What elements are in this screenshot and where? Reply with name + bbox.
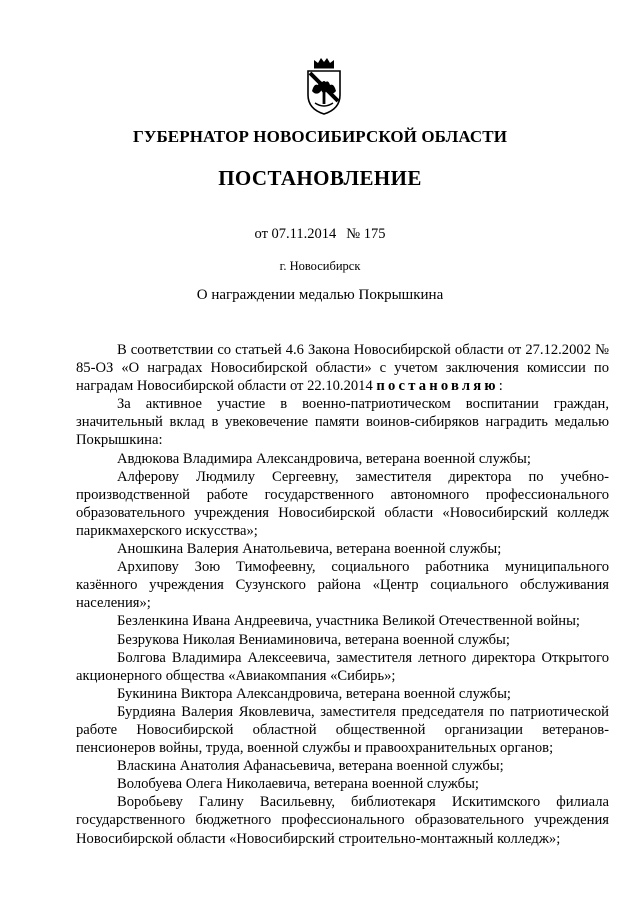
recipient-item: Авдюкова Владимира Александровича, ветерана военной службы;	[117, 450, 531, 467]
document-number: № 175	[346, 226, 386, 242]
recipient-item: Аношкина Валерия Анатольевича, ветерана военной службы;	[117, 541, 502, 558]
document-body	[76, 341, 609, 848]
document-date: от 07.11.2014	[254, 226, 337, 242]
decree-word: постановляю	[376, 378, 499, 395]
document-date-line	[0, 226, 640, 243]
recipient-item: Волобуева Олега Николаевича, ветерана военной службы;	[117, 776, 479, 793]
preamble-text: В соответствии со статьей 4.6 Закона Новосибирской области от 27.12.2002 № 85-ОЗ «О наградах Новосибирской области» с учетом заключения комиссии по наградам Новосибирской области от 22.10.2014	[76, 342, 609, 395]
recipient-item: Архипову Зою Тимофеевну, социального работника муниципального казённого учреждения Сузунского района «Центр социального обслуживания населения»;	[76, 559, 609, 612]
recipient-item: Болгова Владимира Алексеевича, заместителя летного директора Открытого акционерного общества «Авиакомпания «Сибирь»;	[76, 649, 609, 684]
document-city: г. Новосибирск	[279, 259, 361, 273]
novosibirsk-coat-of-arms-icon	[305, 57, 343, 115]
recipient-item: Воробьеву Галину Васильевну, библиотекаря Искитимского филиала государственного бюджетного профессионального образовательного учреждения Новосибирской области «Новосибирский строительно-монтажный колледж»;	[76, 794, 609, 847]
recipient-item: Букинина Виктора Александровича, ветерана военной службы;	[117, 685, 511, 702]
document-subject: О награждении медалью Покрышкина	[196, 287, 444, 303]
recipient-item: Алферову Людмилу Сергеевну, заместителя директора по учебно-производственной работе государственного автономного профессионального образовательного учреждения Новосибирской области «Новосибирский колледж парикмахерского искусства»;	[76, 468, 609, 539]
recipient-item: Власкина Анатолия Афанасьевича, ветерана военной службы;	[117, 758, 504, 775]
award-intro-paragraph: За активное участие в военно-патриотическом воспитании граждан, значительный вклад в увековечение памяти воинов-сибиряков наградить медалью Покрышкина:	[76, 396, 609, 449]
recipient-item: Бурдияна Валерия Яковлевича, заместителя председателя по патриотической работе Новосибирской областной общественной организации ветеранов-пенсионеров войны, труда, военной службы и правоохранительных органов;	[76, 703, 609, 757]
recipient-item: Безрукова Николая Вениаминовича, ветерана военной службы;	[117, 631, 510, 648]
issuing-authority: ГУБЕРНАТОР НОВОСИБИРСКОЙ ОБЛАСТИ	[132, 127, 508, 146]
document-type-title: ПОСТАНОВЛЕНИЕ	[218, 166, 422, 190]
preamble-paragraph	[76, 341, 609, 395]
preamble-end: :	[498, 378, 503, 395]
recipient-item: Безленкина Ивана Андреевича, участника Великой Отечественной войны;	[117, 613, 580, 630]
